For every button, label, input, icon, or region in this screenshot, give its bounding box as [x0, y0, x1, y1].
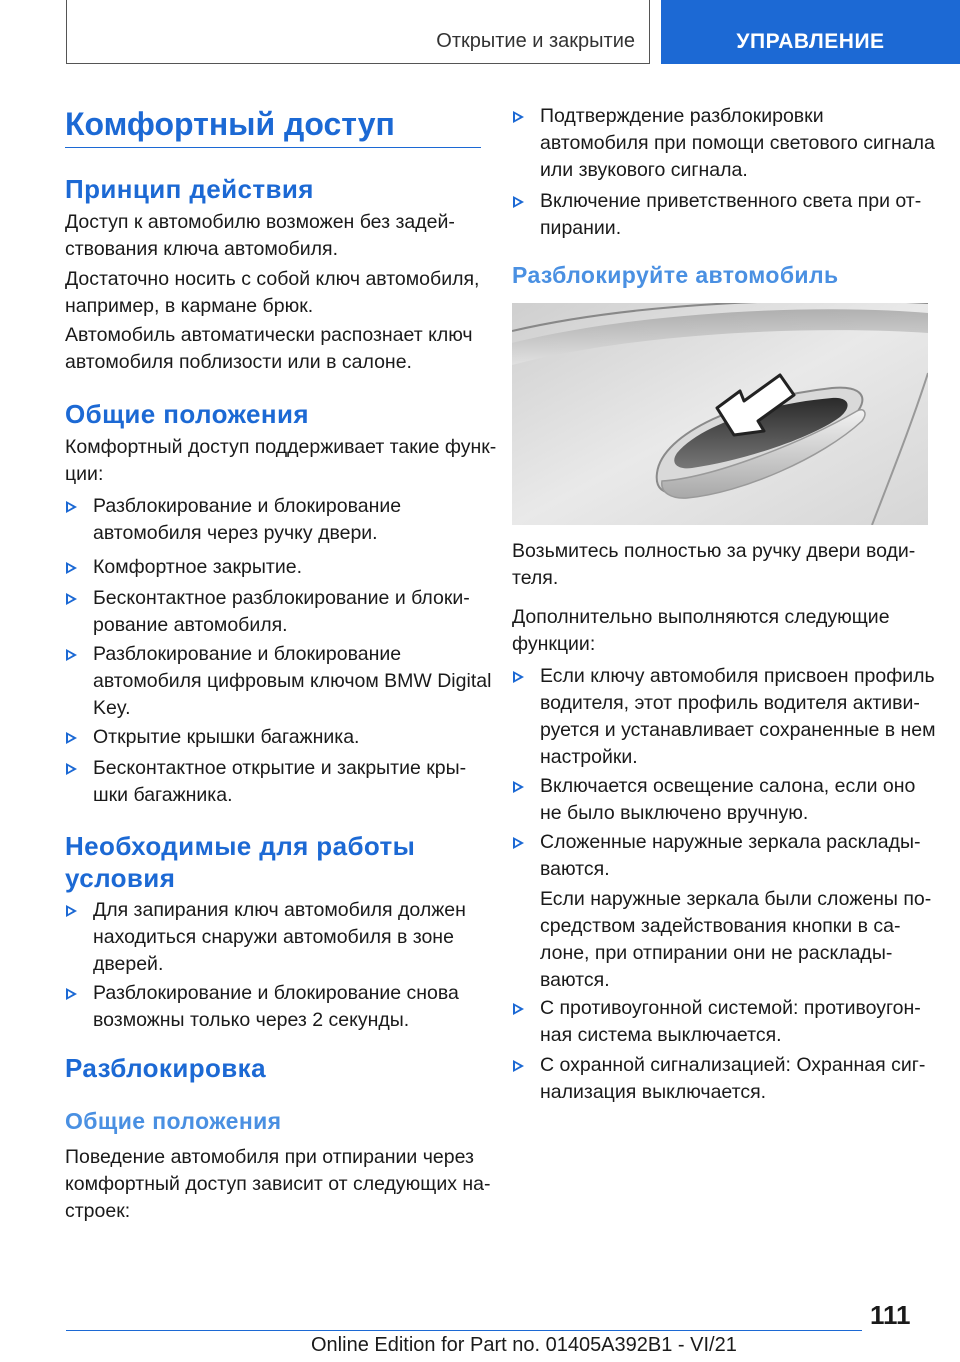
principle-paragraph-1	[65, 209, 455, 263]
title-rule	[65, 147, 481, 148]
bullet-triangle-icon	[513, 196, 524, 208]
requirements-heading: Необходимые для работы условия	[65, 831, 416, 893]
page-title: Комфортный доступ	[65, 106, 395, 142]
bullet-triangle-icon	[513, 1003, 524, 1015]
additional-functions-intro: Дополнительно выполняются следующие функции:	[512, 606, 890, 655]
text-line: ции:	[65, 463, 104, 485]
general-heading: Общие положения	[65, 399, 309, 429]
text-line: Автомобиль автоматически распознает ключ	[65, 324, 473, 346]
chapter-label: УПРАВЛЕНИЕ	[736, 30, 885, 53]
text-line: например, в кармане брюк.	[65, 295, 314, 317]
unlocking-heading: Разблокировка	[65, 1053, 266, 1083]
unlock-vehicle-heading: Разблокируйте автомобиль	[512, 262, 839, 288]
text-line: Доступ к автомобилю возможен без задей-	[65, 211, 455, 233]
footer-rule	[66, 1330, 862, 1331]
principle-heading: Принцип действия	[65, 174, 314, 204]
bullet-triangle-icon	[66, 988, 77, 1000]
principle-paragraph-2	[65, 266, 479, 320]
text-line: автомобиля поблизости или в салоне.	[65, 351, 412, 373]
page-number: 111	[870, 1300, 911, 1330]
unlocking-paragraph: Поведение автомобиля при отпирании через комфортный доступ зависит от следующих на- строек:	[65, 1146, 491, 1222]
general-intro	[65, 434, 496, 488]
text-line: Комфортный доступ поддерживает такие функ-	[65, 436, 497, 458]
bullet-triangle-icon	[66, 562, 77, 574]
bullet-triangle-icon	[513, 781, 524, 793]
door-handle-illustration	[512, 303, 928, 525]
bullet-triangle-icon	[513, 837, 524, 849]
principle-paragraph-3	[65, 322, 473, 376]
figure-caption: Возьмитесь полностью за ручку двери води- теля.	[512, 540, 916, 589]
bullet-triangle-icon	[66, 593, 77, 605]
bullet-triangle-icon	[66, 732, 77, 744]
bullet-triangle-icon	[66, 763, 77, 775]
bullet-triangle-icon	[513, 1060, 524, 1072]
bullet-triangle-icon	[66, 649, 77, 661]
edition-note: Online Edition for Part no. 01405A392B1 - VI/21	[311, 1334, 737, 1356]
text-line: ствования ключа автомобиля.	[65, 238, 339, 260]
bullet-triangle-icon	[513, 671, 524, 683]
text-line: Достаточно носить с собой ключ автомобиля,	[65, 268, 480, 290]
unlocking-subheading: Общие положения	[65, 1108, 282, 1134]
mirror-note: Если наружные зеркала были сложены по- средством задействования кнопки в са- лоне, при отпирании они не расклады- ваются.	[540, 888, 932, 991]
bullet-triangle-icon	[66, 905, 77, 917]
chapter-tab[interactable]	[661, 0, 960, 64]
bullet-triangle-icon	[66, 501, 77, 513]
section-title: Открытие и закрытие	[436, 30, 635, 52]
header-section-box	[66, 0, 650, 64]
bullet-triangle-icon	[513, 111, 524, 123]
